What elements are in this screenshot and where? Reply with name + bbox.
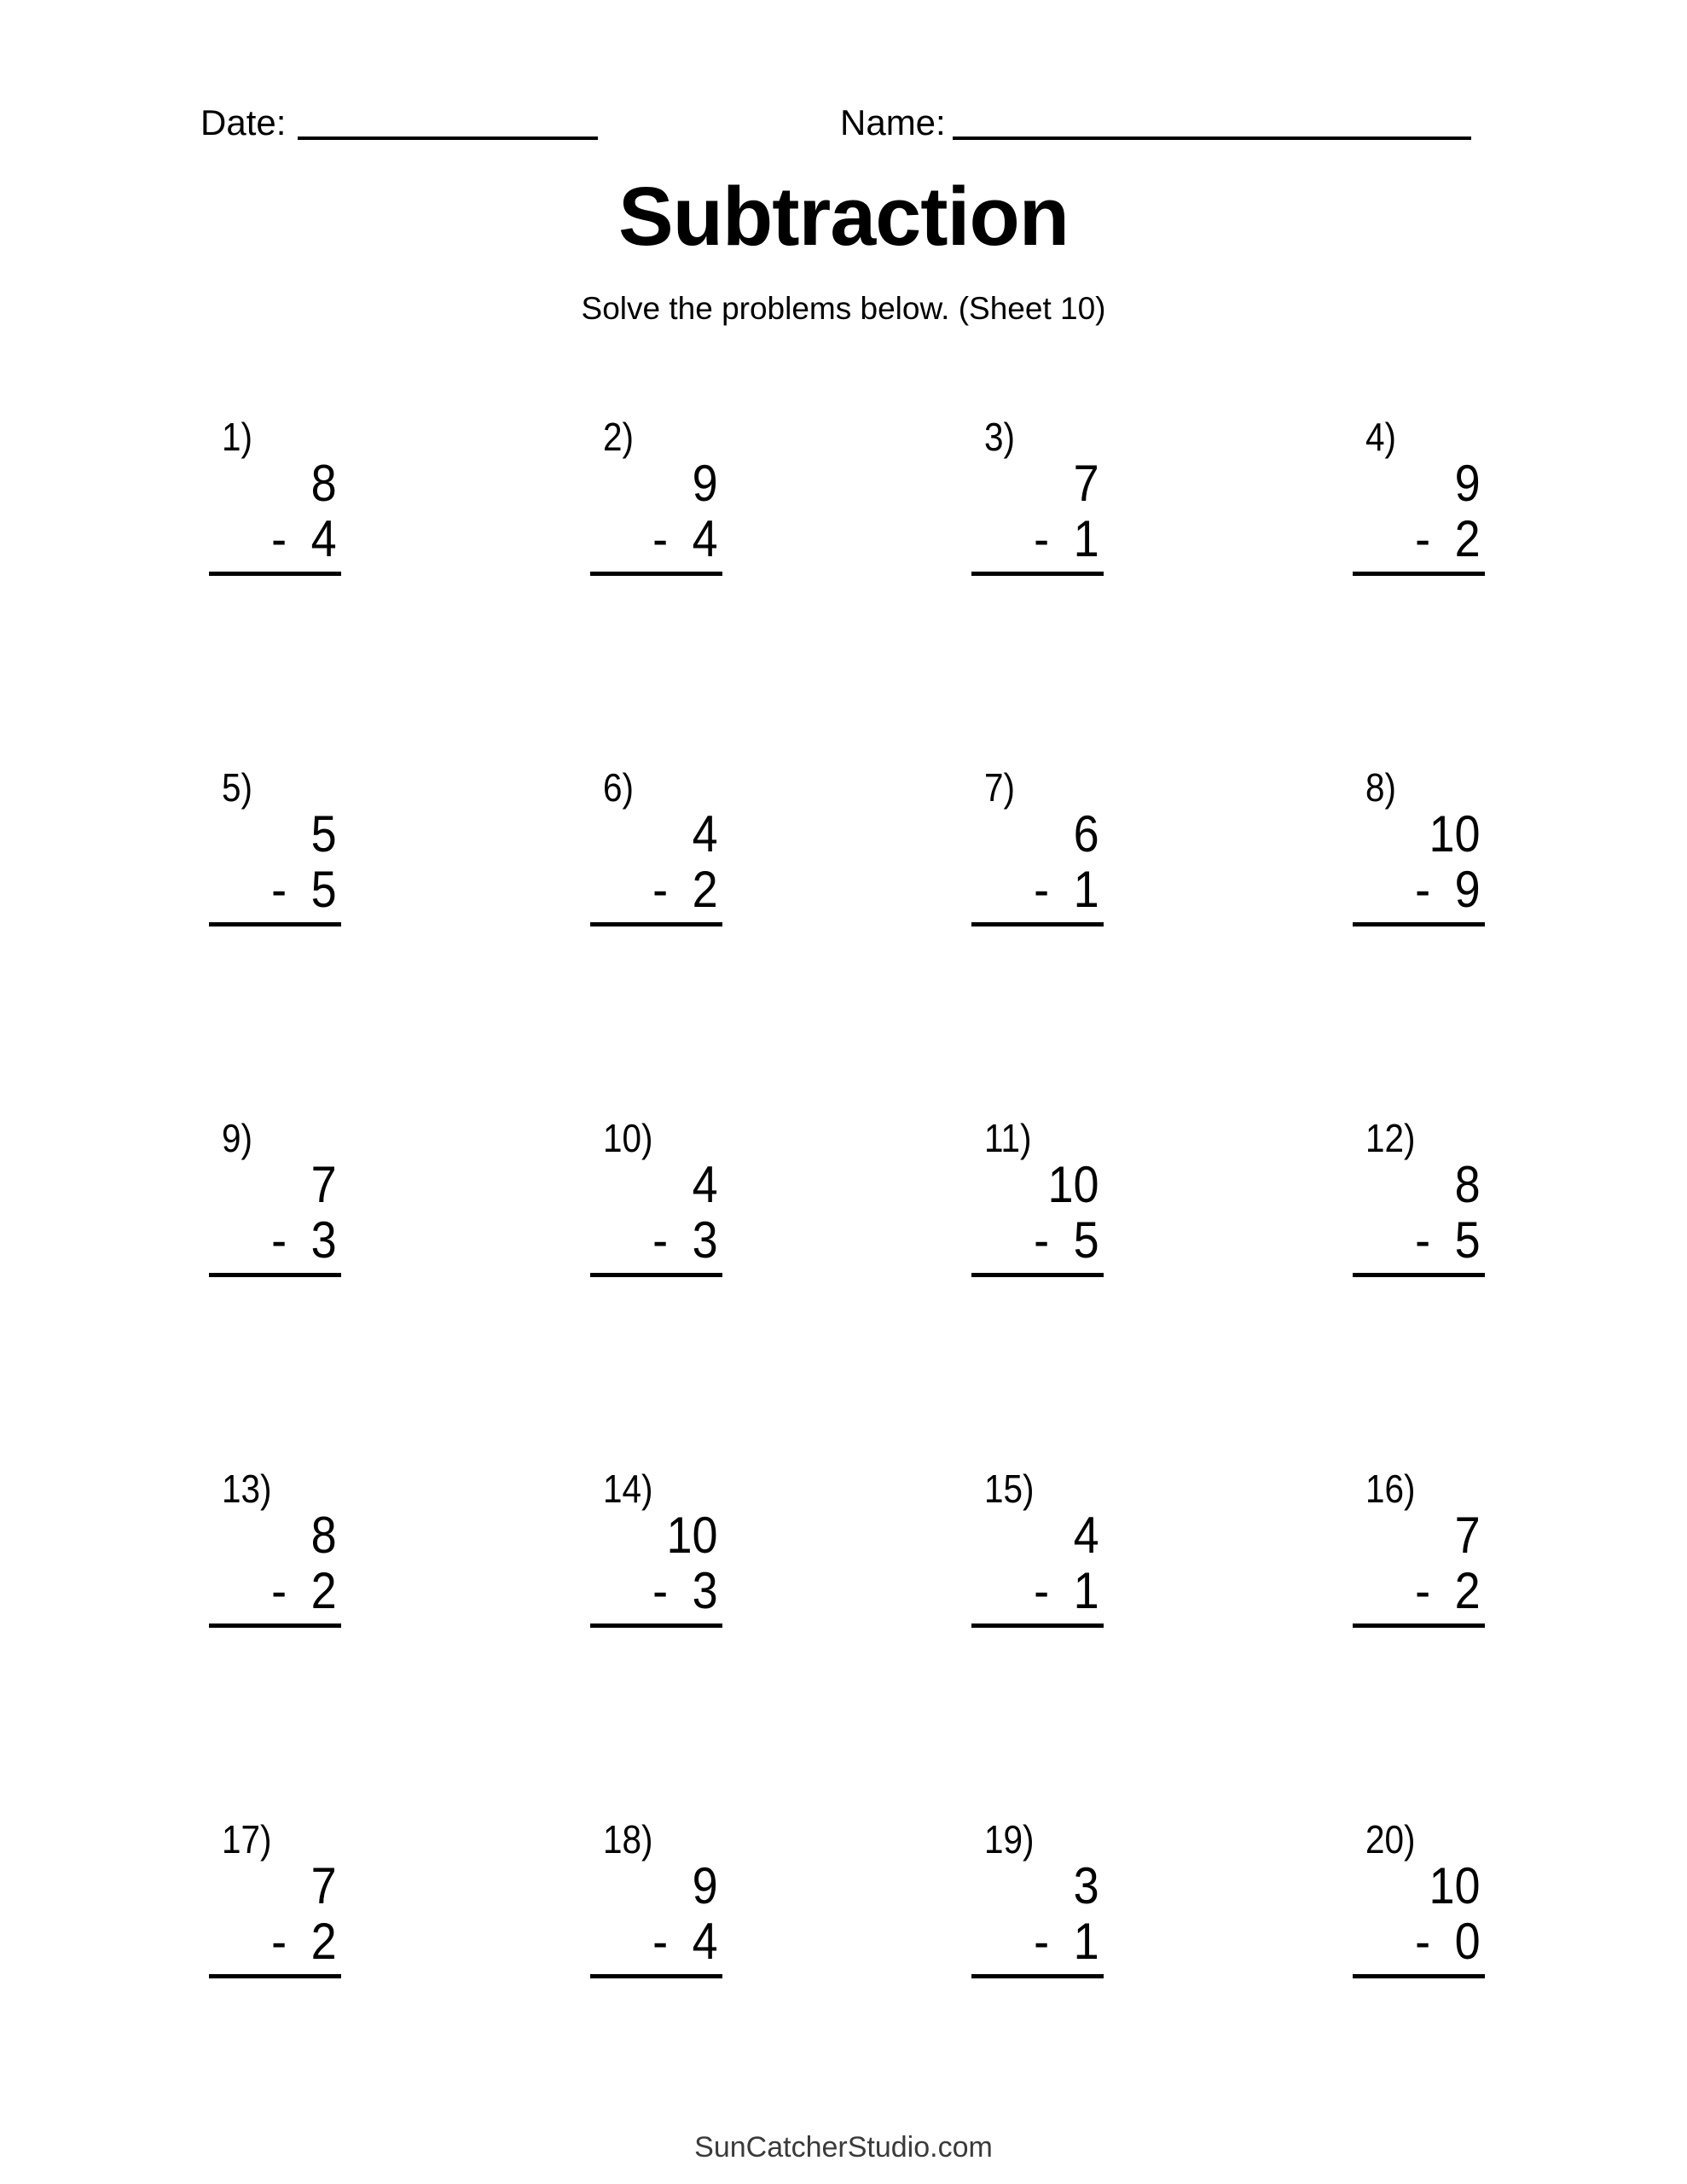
- answer-line: [1353, 1623, 1485, 1628]
- problem-body: [971, 1507, 1104, 1628]
- problem-number: 20): [1365, 1817, 1416, 1862]
- subtrahend: 5: [310, 861, 337, 918]
- problem-cell: [971, 1111, 1353, 1461]
- problem-number: 16): [1365, 1467, 1416, 1511]
- minuend: 8: [310, 455, 337, 512]
- problem-body: [209, 455, 341, 576]
- subtrahend: 4: [692, 510, 718, 567]
- problem-body: [209, 805, 341, 926]
- subtrahend: 2: [310, 1562, 337, 1619]
- date-field: [200, 102, 598, 143]
- problem-cell: [1353, 760, 1687, 1111]
- instructions-text: Solve the problems below. (Sheet 10): [581, 291, 1106, 326]
- subtraction-row: [1366, 1211, 1486, 1269]
- minuend: 9: [1454, 455, 1481, 512]
- minuend: 10: [666, 1507, 718, 1564]
- problem-number: 8): [1365, 765, 1396, 810]
- problem-body: [971, 805, 1104, 926]
- problem-body: [590, 1857, 722, 1978]
- problems-grid: [209, 410, 1687, 2163]
- subtrahend: 2: [692, 861, 718, 918]
- minus-sign: -: [1415, 1562, 1431, 1619]
- problem-cell: [971, 1812, 1353, 2163]
- problem-cell: [209, 1812, 590, 2163]
- minus-sign: -: [271, 1562, 287, 1619]
- problem-cell: [1353, 410, 1687, 760]
- minus-sign: -: [652, 510, 669, 567]
- minuend: 10: [1429, 1857, 1481, 1914]
- problem-body: [590, 455, 722, 576]
- minuend: 8: [1454, 1156, 1481, 1213]
- subtraction-row: [1366, 510, 1486, 567]
- problem-cell: [971, 410, 1353, 760]
- minus-sign: -: [1415, 1913, 1431, 1970]
- answer-line: [209, 1623, 341, 1628]
- problem-number: 19): [984, 1817, 1035, 1862]
- problem-body: [1353, 805, 1485, 926]
- minuend: 4: [1073, 1507, 1099, 1564]
- subtraction-row: [985, 1913, 1104, 1970]
- problem-body: [1353, 1857, 1485, 1978]
- problem-cell: [1353, 1111, 1687, 1461]
- answer-line: [590, 572, 722, 576]
- problem-number: 15): [984, 1467, 1035, 1511]
- answer-line: [971, 1273, 1104, 1277]
- page-title: Subtraction: [618, 170, 1069, 263]
- subtrahend: 4: [310, 510, 337, 567]
- minuend: 3: [1073, 1857, 1099, 1914]
- answer-line: [590, 922, 722, 926]
- minus-sign: -: [652, 1562, 669, 1619]
- minuend: 6: [1073, 805, 1099, 863]
- problem-body: [209, 1156, 341, 1277]
- minuend: 10: [1429, 805, 1481, 863]
- problem-cell: [1353, 1812, 1687, 2163]
- answer-line: [209, 1273, 341, 1277]
- minus-sign: -: [1034, 1562, 1050, 1619]
- subtrahend: 2: [1454, 510, 1481, 567]
- name-field: [840, 102, 1471, 143]
- minuend: 7: [310, 1156, 337, 1213]
- subtrahend: 5: [1073, 1211, 1099, 1269]
- answer-line: [1353, 1273, 1485, 1277]
- problem-number: 4): [1365, 415, 1396, 459]
- problem-number: 7): [984, 765, 1015, 810]
- problem-number: 17): [222, 1817, 272, 1862]
- minuend: 5: [310, 805, 337, 863]
- answer-line: [1353, 572, 1485, 576]
- problem-number: 1): [222, 415, 252, 459]
- problem-cell: [209, 1461, 590, 1812]
- subtrahend: 9: [1454, 861, 1481, 918]
- minuend: 7: [310, 1857, 337, 1914]
- minuend: 4: [692, 805, 718, 863]
- subtrahend: 4: [692, 1913, 718, 1970]
- answer-line: [590, 1273, 722, 1277]
- problem-cell: [209, 1111, 590, 1461]
- date-blank-line: [298, 136, 598, 140]
- minus-sign: -: [1415, 1211, 1431, 1269]
- subtraction-row: [223, 1562, 342, 1619]
- answer-line: [1353, 922, 1485, 926]
- date-label: Date:: [200, 102, 287, 142]
- problem-cell: [971, 1461, 1353, 1812]
- minus-sign: -: [271, 1913, 287, 1970]
- subtrahend: 2: [1454, 1562, 1481, 1619]
- minus-sign: -: [1034, 510, 1050, 567]
- subtraction-row: [604, 1211, 723, 1269]
- problem-number: 12): [1365, 1116, 1416, 1160]
- minuend: 8: [310, 1507, 337, 1564]
- answer-line: [971, 922, 1104, 926]
- subtraction-row: [604, 1562, 723, 1619]
- problem-body: [971, 1857, 1104, 1978]
- answer-line: [971, 1974, 1104, 1978]
- subtraction-row: [985, 1211, 1104, 1269]
- problem-body: [1353, 455, 1485, 576]
- subtrahend: 3: [692, 1211, 718, 1269]
- answer-line: [209, 922, 341, 926]
- problem-body: [1353, 1507, 1485, 1628]
- problem-cell: [590, 410, 971, 760]
- problem-body: [209, 1857, 341, 1978]
- subtrahend: 1: [1073, 1562, 1099, 1619]
- name-label: Name:: [840, 102, 946, 142]
- minus-sign: -: [1415, 861, 1431, 918]
- problem-number: 11): [984, 1116, 1032, 1160]
- minuend: 9: [692, 455, 718, 512]
- minus-sign: -: [652, 1211, 669, 1269]
- problem-body: [590, 1507, 722, 1628]
- minus-sign: -: [271, 861, 287, 918]
- problem-number: 3): [984, 415, 1015, 459]
- answer-line: [971, 572, 1104, 576]
- minus-sign: -: [271, 1211, 287, 1269]
- subtraction-row: [1366, 861, 1486, 918]
- answer-line: [590, 1974, 722, 1978]
- minus-sign: -: [652, 1913, 669, 1970]
- subtrahend: 1: [1073, 861, 1099, 918]
- subtraction-row: [223, 861, 342, 918]
- subtraction-row: [985, 1562, 1104, 1619]
- minuend: 10: [1047, 1156, 1099, 1213]
- name-blank-line: [953, 136, 1471, 140]
- answer-line: [590, 1623, 722, 1628]
- subtraction-row: [223, 1211, 342, 1269]
- problem-cell: [209, 760, 590, 1111]
- problem-body: [971, 455, 1104, 576]
- problem-number: 2): [603, 415, 634, 459]
- minus-sign: -: [652, 861, 669, 918]
- minus-sign: -: [1034, 1913, 1050, 1970]
- minus-sign: -: [1034, 861, 1050, 918]
- minus-sign: -: [271, 510, 287, 567]
- subtrahend: 1: [1073, 1913, 1099, 1970]
- problem-number: 6): [603, 765, 634, 810]
- answer-line: [209, 572, 341, 576]
- problem-number: 13): [222, 1467, 272, 1511]
- answer-line: [1353, 1974, 1485, 1978]
- minus-sign: -: [1034, 1211, 1050, 1269]
- subtrahend: 3: [310, 1211, 337, 1269]
- minuend: 4: [692, 1156, 718, 1213]
- problem-cell: [590, 760, 971, 1111]
- subtraction-row: [604, 1913, 723, 1970]
- problem-cell: [209, 410, 590, 760]
- subtraction-row: [985, 510, 1104, 567]
- minuend: 7: [1073, 455, 1099, 512]
- problem-cell: [971, 760, 1353, 1111]
- subtraction-row: [1366, 1562, 1486, 1619]
- subtrahend: 1: [1073, 510, 1099, 567]
- subtraction-row: [604, 510, 723, 567]
- problem-body: [209, 1507, 341, 1628]
- problem-cell: [590, 1461, 971, 1812]
- subtraction-row: [1366, 1913, 1486, 1970]
- minuend: 7: [1454, 1507, 1481, 1564]
- subtrahend: 5: [1454, 1211, 1481, 1269]
- subtraction-row: [985, 861, 1104, 918]
- problem-body: [590, 1156, 722, 1277]
- problem-number: 10): [603, 1116, 653, 1160]
- subtrahend: 3: [692, 1562, 718, 1619]
- subtrahend: 0: [1454, 1913, 1481, 1970]
- subtraction-row: [604, 861, 723, 918]
- answer-line: [971, 1623, 1104, 1628]
- footer-credit: SunCatcherStudio.com: [694, 2131, 993, 2164]
- problem-body: [971, 1156, 1104, 1277]
- problem-body: [590, 805, 722, 926]
- problem-cell: [1353, 1461, 1687, 1812]
- problem-cell: [590, 1812, 971, 2163]
- subtraction-row: [223, 1913, 342, 1970]
- problem-cell: [590, 1111, 971, 1461]
- problem-number: 18): [603, 1817, 653, 1862]
- subtraction-row: [223, 510, 342, 567]
- problem-number: 14): [603, 1467, 653, 1511]
- problem-body: [1353, 1156, 1485, 1277]
- minuend: 9: [692, 1857, 718, 1914]
- answer-line: [209, 1974, 341, 1978]
- subtrahend: 2: [310, 1913, 337, 1970]
- problem-number: 9): [222, 1116, 252, 1160]
- minus-sign: -: [1415, 510, 1431, 567]
- problem-number: 5): [222, 765, 252, 810]
